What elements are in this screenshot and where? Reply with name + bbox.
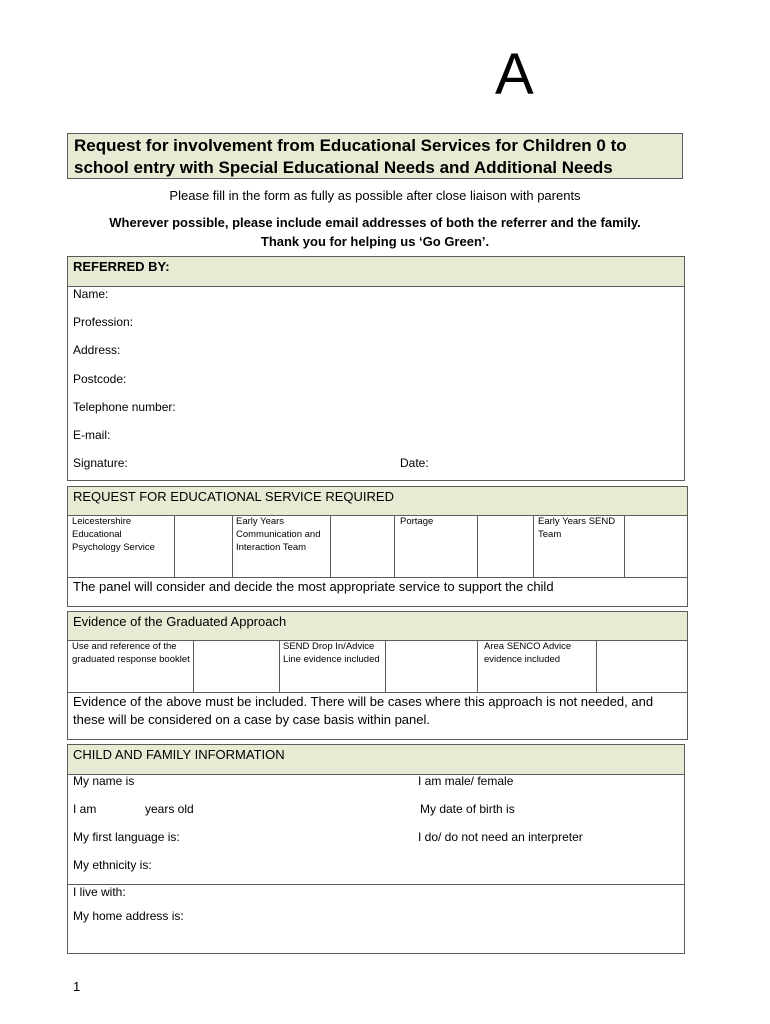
divider [477,515,478,577]
divider [193,640,194,692]
dob-field[interactable]: My date of birth is [420,802,515,816]
address-field[interactable]: Address: [73,343,121,357]
graduated-approach-section [67,611,688,740]
divider [477,640,478,692]
option-portage: Portage [400,516,434,527]
evidence-note: Evidence of the above must be included. There will be cases where this approach is not needed, and these will be considered on a case by case basis within panel. [73,694,654,727]
profession-field[interactable]: Profession: [73,315,134,329]
language-field[interactable]: My first language is: [73,830,180,844]
option-early-years-send: Early Years SEND Team [538,516,616,540]
option-area-senco: Area SENCO Advice evidence included [484,641,572,665]
signature-field[interactable]: Signature: [73,456,128,470]
option-communication-interaction: Early Years Communication and Interaction Team [236,516,321,553]
divider [394,515,395,577]
option-send-drop-in: SEND Drop In/Advice Line evidence included [283,641,380,665]
divider [596,640,597,692]
interpreter-field[interactable]: I do/ do not need an interpreter [418,830,583,844]
live-with-field[interactable]: I live with: [73,885,126,899]
referred-by-heading: REFERRED BY: [68,257,684,287]
divider [68,884,684,885]
form-title: Request for involvement from Educational Services for Children 0 to school entry with Special Educational Needs and Additional Needs [67,133,683,179]
years-old-field[interactable]: years old [145,802,194,816]
email-field[interactable]: E-mail: [73,428,111,442]
child-family-section [67,744,685,954]
form-note [60,213,690,251]
divider [385,640,386,692]
option-educational-psychology: Leicestershire Educational Psychology Service [72,516,155,553]
age-label: I am [73,802,97,816]
ethnicity-field[interactable]: My ethnicity is: [73,858,152,872]
divider [330,515,331,577]
divider [174,515,175,577]
option-graduated-booklet: Use and reference of the graduated response booklet [72,641,190,665]
page-number: 1 [73,979,81,994]
name-field[interactable]: Name: [73,287,109,301]
service-required-heading: REQUEST FOR EDUCATIONAL SERVICE REQUIRED [68,487,687,516]
home-address-field[interactable]: My home address is: [73,909,184,923]
child-family-heading: CHILD AND FAMILY INFORMATION [68,745,684,775]
divider [624,515,625,577]
service-panel-note: The panel will consider and decide the most appropriate service to support the child [73,579,554,594]
divider [533,515,534,577]
child-name-field[interactable]: My name is [73,774,135,788]
note-line-2: Thank you for helping us ‘Go Green’. [260,234,490,249]
postcode-field[interactable]: Postcode: [73,372,127,386]
date-field[interactable]: Date: [400,456,429,470]
service-required-section [67,486,688,607]
note-line-1: Wherever possible, please include email addresses of both the referrer and the family. [109,215,641,230]
form-subtitle: Please fill in the form as fully as possible after close liaison with parents [169,188,581,203]
referred-by-section [67,256,685,481]
gender-field[interactable]: I am male/ female [418,774,514,788]
telephone-field[interactable]: Telephone number: [73,400,176,414]
form-letter: A [495,42,534,107]
graduated-approach-heading: Evidence of the Graduated Approach [68,612,687,641]
